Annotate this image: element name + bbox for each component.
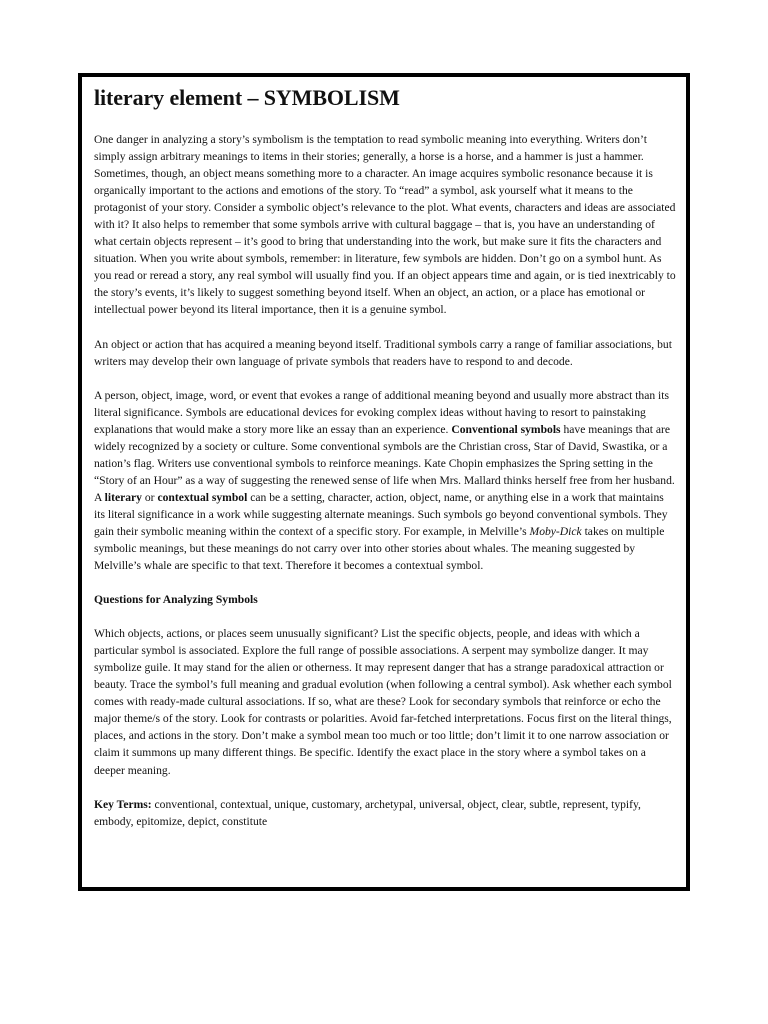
term-contextual-symbol: contextual symbol [157, 490, 248, 504]
key-terms-label: Key Terms: [94, 797, 152, 811]
key-terms-list: conventional, contextual, unique, customary, archetypal, universal, object, clear, subtle, represent, typify, embody, epitomize, depict, constitute [94, 797, 641, 828]
document-content [94, 83, 676, 830]
definition-paragraph: An object or action that has acquired a meaning beyond itself. Traditional symbols carry a range of familiar associations, but writers may develop their own language of private symbols that readers have to respond to and decode. [94, 337, 672, 368]
questions-heading: Questions for Analyzing Symbols [94, 593, 258, 607]
paragraph-text: or [141, 490, 158, 504]
intro-paragraph: One danger in analyzing a story’s symbolism is the temptation to read symbolic meaning into everything. Writers don’t simply assign arbitrary meanings to items in their stories; generally, a horse is a horse, and a hammer is just a hammer. Sometimes, though, an object means something more to a character. An image acquires symbolic resonance because it is organically important to the actions and emotions of the story. To “read” a symbol, ask yourself what it means to the protagonist of your story. Consider a symbolic object’s relevance to the plot. What events, characters and ideas are associated with it? It also helps to remember that some symbols arrive with cultural baggage – that is, you have an understanding of what certain objects represent – it’s good to bring that understanding into the work, but make sure it fits the characters and situation. When you write about symbols, remember: in literature, few symbols are hidden. Don’t go on a symbol hunt. As you read or reread a story, any real symbol will usually find you. If an object appears time and again, or is tied inextricably to the story’s events, it’s likely to suggest something beyond itself. When an object, an action, or a place has emotional or intellectual power beyond its literal importance, then it is a genuine symbol. [94, 133, 676, 317]
key-terms [94, 796, 676, 830]
paragraph-text: have meanings that are widely recognized by a society or culture. Some conventional symbols are the Christian cross, Star of David, Swastika, or a nation’s flag. Writers use conventional symbols to reinforce meanings. Kate Chopin emphasizes the Spring setting in the “Story of an Hour” as a way of suggesting the renewed sense of life when Mrs. Mallard thinks herself free from her husband. A [94, 422, 675, 504]
questions-paragraph: Which objects, actions, or places seem unusually significant? List the specific objects, people, and ideas with which a particular symbol is associated. Explore the full range of possible associations. A serpent may symbolize danger. It may symbolize guile. It may stand for the alien or otherness. It may represent danger that has a strange paradoxical attraction or beauty. Trace the symbol’s full meaning and gradual evolution (when following a central symbol). Ask whether each symbol comes with ready-made cultural associations. If so, what are these? Look for secondary symbols that reinforce or echo the major theme/s of the story. Look for contrasts or polarities. Avoid far-fetched interpretations. Focus first on the literal things, places, and actions in the story. Don’t make a symbol mean too much or too little; don’t limit it to one narrow association or claim it summons up many different things. Be specific. Identify the exact place in the story where a symbol takes on a deeper meaning. [94, 627, 672, 777]
term-conventional-symbols: Conventional symbols [451, 422, 561, 436]
symbol-types-paragraph [94, 387, 676, 575]
paragraph-text: can be a setting, character, action, object, name, or anything else in a work that maintains its literal significance in a work while suggesting alternate meanings. Such symbols go beyond conventional symbols. They gain their symbolic meaning within the context of a specific story. For example, in Melville’s [94, 490, 668, 538]
document-page [78, 73, 690, 891]
term-literary: literary [104, 490, 142, 504]
paragraph-text: A person, object, image, word, or event that evokes a range of additional meaning beyond and usually more abstract than its literal significance. Symbols are educational devices for evoking complex ideas without having to resort to painstaking explanations that would make a story more like an essay than an experience. [94, 388, 670, 436]
document-title: literary element – SYMBOLISM [94, 85, 400, 110]
book-title-moby-dick: Moby-Dick [529, 524, 582, 538]
paragraph-text: takes on multiple symbolic meanings, but these meanings do not carry over into other stories about whales. The meaning suggested by Melville’s whale are specific to that text. Therefore it becomes a contextual symbol. [94, 524, 665, 573]
